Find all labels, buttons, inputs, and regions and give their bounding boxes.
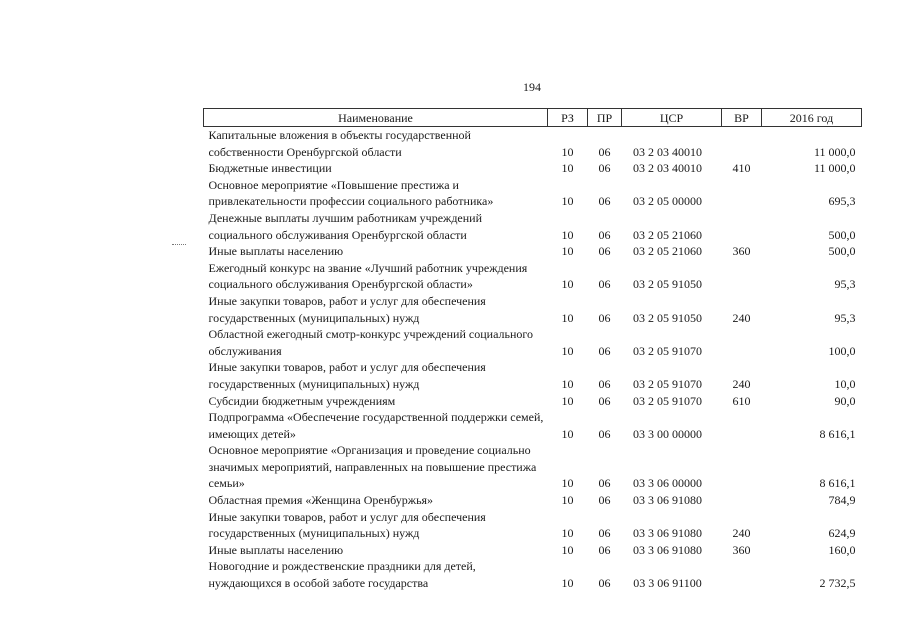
row-csr: 03 3 06 91080: [633, 493, 702, 508]
row-pr: 06: [598, 493, 611, 508]
row-csr: 03 2 05 00000: [633, 194, 702, 209]
row-rz: 10: [561, 227, 574, 242]
row-csr: 03 2 05 21060: [633, 244, 702, 259]
row-name: Подпрограмма «Обеспечение государственной поддержки семей, имеющих детей»: [208, 410, 544, 441]
row-name: Субсидии бюджетным учреждениям: [208, 393, 396, 408]
row-pr: 06: [598, 310, 611, 325]
row-vr: 240: [732, 526, 751, 541]
table-row: [204, 177, 862, 210]
row-vr: [722, 210, 762, 243]
row-rz: 10: [561, 161, 574, 176]
row-csr: 03 2 03 40010: [633, 144, 702, 159]
table-header-row: [204, 109, 862, 127]
header-vr: ВР: [722, 109, 762, 127]
row-name: Иные закупки товаров, работ и услуг для обеспечения государственных (муниципальных) нужд: [208, 360, 486, 391]
row-vr: 360: [732, 542, 751, 557]
row-name: Новогодние и рождественские праздники для детей, нуждающихся в особой заботе государства: [208, 559, 476, 591]
row-csr: 03 2 05 91050: [633, 277, 702, 292]
row-amount: 95,3: [834, 310, 856, 325]
row-name: Иные закупки товаров, работ и услуг для обеспечения государственных (муниципальных) нужд: [208, 293, 486, 325]
row-csr: 03 3 06 91080: [633, 526, 702, 541]
row-pr: 06: [598, 426, 611, 441]
row-amount: 8 616,1: [819, 476, 856, 491]
row-vr: 410: [732, 161, 751, 176]
table-row: [204, 558, 862, 591]
row-pr: 06: [598, 194, 611, 209]
row-rz: 10: [561, 576, 574, 591]
row-csr: 03 2 05 91050: [633, 310, 702, 325]
row-amount: 160,0: [828, 542, 856, 557]
row-rz: 10: [561, 493, 574, 508]
row-name: Иные выплаты населению: [208, 542, 344, 557]
row-amount: 500,0: [828, 227, 856, 242]
row-rz: 10: [561, 343, 574, 358]
header-pr: ПР: [588, 109, 622, 127]
row-amount: 500,0: [828, 244, 856, 259]
row-name: Основное мероприятие «Повышение престижа и привлекательности профессии социального работника»: [208, 177, 494, 209]
row-pr: 06: [598, 476, 611, 491]
row-name: Денежные выплаты лучшим работникам учреждений социального обслуживания Оренбургской области: [208, 210, 483, 242]
row-csr: 03 3 06 91080: [633, 542, 702, 557]
row-rz: 10: [561, 542, 574, 557]
header-name: Наименование: [204, 109, 548, 127]
row-pr: 06: [598, 244, 611, 259]
row-name: Иные выплаты населению: [208, 244, 344, 259]
row-name: Бюджетные инвестиции: [208, 161, 332, 176]
row-rz: 10: [561, 310, 574, 325]
row-pr: 06: [598, 542, 611, 557]
row-vr: [722, 492, 762, 509]
row-vr: [722, 127, 762, 161]
row-pr: 06: [598, 343, 611, 358]
table-row: [204, 210, 862, 243]
table-row: [204, 243, 862, 260]
row-amount: 624,9: [828, 526, 856, 541]
row-pr: 06: [598, 576, 611, 591]
row-pr: 06: [598, 144, 611, 159]
table-row: [204, 393, 862, 410]
row-vr: 240: [732, 310, 751, 325]
row-amount: 695,3: [828, 194, 856, 209]
table-row: [204, 326, 862, 359]
row-vr: [722, 409, 762, 442]
row-pr: 06: [598, 393, 611, 408]
header-csr: ЦСР: [622, 109, 722, 127]
row-amount: 784,9: [828, 493, 856, 508]
row-name: Основное мероприятие «Организация и проведение социально значимых мероприятий, направленных на повышение престижа семьи»: [208, 443, 537, 491]
table-body: [204, 127, 862, 592]
page-number: 194: [523, 80, 541, 94]
row-csr: 03 2 05 91070: [633, 343, 702, 358]
row-amount: 90,0: [834, 393, 856, 408]
row-csr: 03 2 03 40010: [633, 161, 702, 176]
row-rz: 10: [561, 426, 574, 441]
row-name: Иные закупки товаров, работ и услуг для обеспечения государственных (муниципальных) нужд: [208, 509, 486, 541]
header-year: 2016 год: [762, 109, 862, 127]
row-rz: 10: [561, 144, 574, 159]
row-amount: 95,3: [834, 277, 856, 292]
row-rz: 10: [561, 476, 574, 491]
table-row: [204, 442, 862, 492]
table-row: [204, 509, 862, 542]
table-row: [204, 127, 862, 161]
row-vr: 360: [732, 244, 751, 259]
table-row: [204, 359, 862, 392]
row-amount: 8 616,1: [819, 426, 856, 441]
row-pr: 06: [598, 277, 611, 292]
table-row: [204, 542, 862, 559]
row-vr: [722, 558, 762, 591]
row-rz: 10: [561, 194, 574, 209]
row-rz: 10: [561, 393, 574, 408]
row-amount: 11 000,0: [813, 161, 856, 176]
row-pr: 06: [598, 376, 611, 391]
row-name: Областная премия «Женщина Оренбуржья»: [208, 493, 434, 508]
row-vr: [722, 326, 762, 359]
row-vr: 610: [732, 393, 751, 408]
row-name: Ежегодный конкурс на звание «Лучший работник учреждения социального обслуживания Оренбургской области»: [208, 260, 528, 292]
margin-mark: [172, 244, 186, 245]
table-row: [204, 492, 862, 509]
row-vr: [722, 260, 762, 293]
row-rz: 10: [561, 376, 574, 391]
table-row: [204, 293, 862, 326]
row-amount: 2 732,5: [819, 576, 856, 591]
row-name: Капитальные вложения в объекты государственной собственности Оренбургской области: [208, 128, 471, 159]
row-vr: [722, 177, 762, 210]
budget-table: [203, 108, 862, 592]
row-amount: 11 000,0: [813, 144, 856, 159]
table-row: [204, 260, 862, 293]
table-row: [204, 409, 862, 442]
row-csr: 03 2 05 91070: [633, 393, 702, 408]
row-rz: 10: [561, 277, 574, 292]
row-csr: 03 2 05 91070: [633, 376, 702, 391]
row-vr: [722, 442, 762, 492]
row-vr: 240: [732, 376, 751, 391]
row-csr: 03 3 06 00000: [633, 476, 702, 491]
row-pr: 06: [598, 161, 611, 176]
row-csr: 03 3 06 91100: [633, 576, 702, 591]
row-rz: 10: [561, 526, 574, 541]
row-csr: 03 2 05 21060: [633, 227, 702, 242]
header-rz: РЗ: [548, 109, 588, 127]
table-row: [204, 160, 862, 177]
row-pr: 06: [598, 227, 611, 242]
row-rz: 10: [561, 244, 574, 259]
row-pr: 06: [598, 526, 611, 541]
row-name: Областной ежегодный смотр-конкурс учреждений социального обслуживания: [208, 327, 534, 358]
row-amount: 100,0: [828, 343, 856, 358]
row-csr: 03 3 00 00000: [633, 426, 702, 441]
row-amount: 10,0: [834, 376, 856, 391]
